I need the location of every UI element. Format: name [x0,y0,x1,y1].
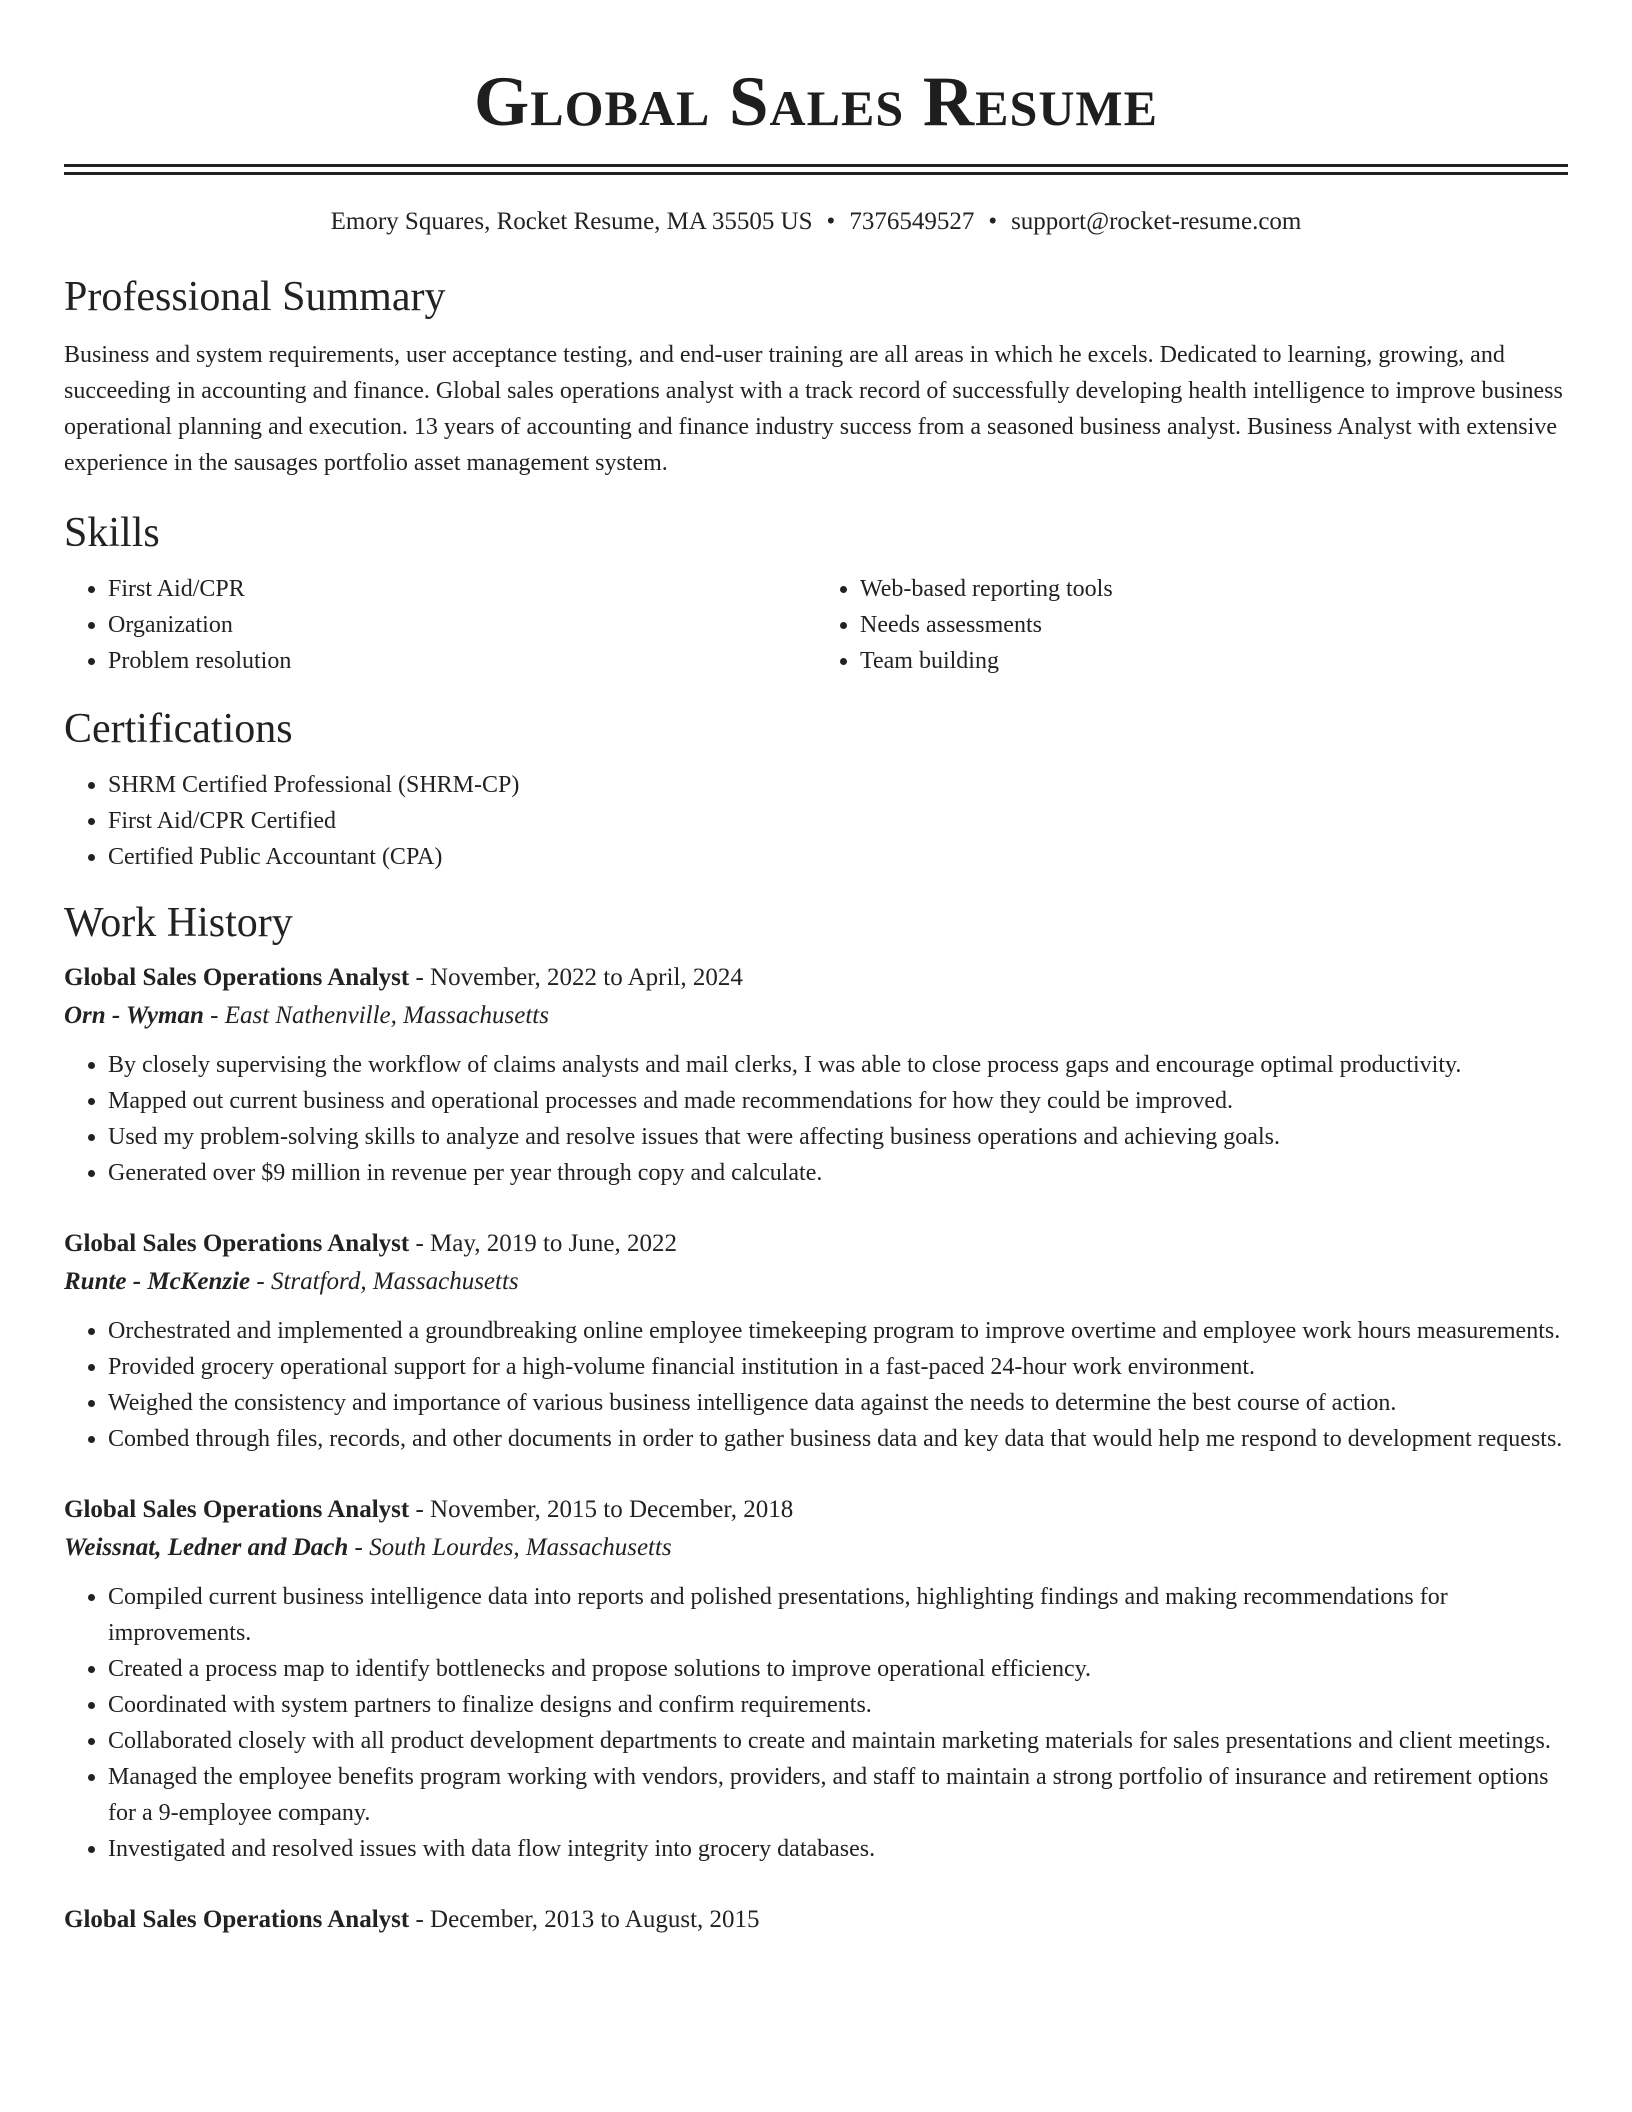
job-dash: - [409,1906,431,1933]
title-double-rule [64,164,1568,175]
job-location: South Lourdes, Massachusetts [369,1534,672,1561]
job-bullet: • Collaborated closely with all product development departments to create and maintain marketing materials for sales presentations and client meetings. [108,1723,1568,1759]
skills-section [64,507,1568,679]
skill-item: • Needs assessments [860,607,1568,643]
job-dates: November, 2022 to April, 2024 [430,964,743,991]
job-role: Global Sales Operations Analyst [64,964,410,991]
job-title-line [64,1225,1568,1263]
skills-column-2 [816,571,1568,679]
job-company: Orn - Wyman [64,1002,204,1029]
resume-page [64,0,1568,1939]
work-history-section [64,897,1568,1939]
job-bullet: • Combed through files, records, and other documents in order to gather business data and key data that would help me respond to development requests. [108,1421,1568,1457]
job-dash: - [203,1002,225,1029]
job-dash: - [348,1534,370,1561]
certifications-heading: Certifications [64,706,293,752]
job-title-line [64,1491,1568,1529]
job-dash: - [409,1230,431,1257]
job-bullet: • Orchestrated and implemented a groundbreaking online employee timekeeping program to improve overtime and employee work hours measurements. [108,1313,1568,1349]
certifications-section [64,703,1568,875]
contact-separator: • [826,208,836,235]
resume-title: Global Sales Resume [474,63,1158,141]
contact-line [64,205,1568,239]
job-bullet: • Created a process map to identify bottlenecks and propose solutions to improve operational efficiency. [108,1651,1568,1687]
job-dates: May, 2019 to June, 2022 [430,1230,678,1257]
skill-item: • Organization [108,607,816,643]
contact-address: Emory Squares, Rocket Resume, MA 35505 US [330,208,813,235]
job-bullets [64,1047,1568,1191]
job-bullet: • Mapped out current business and operational processes and made recommendations for how they could be improved. [108,1083,1568,1119]
job-bullet: • Compiled current business intelligence data into reports and polished presentations, highlighting findings and making recommendations for improvements. [108,1579,1568,1651]
job-dates: November, 2015 to December, 2018 [430,1496,794,1523]
job-entry [64,1225,1568,1457]
job-dash: - [250,1268,271,1295]
job-bullets [64,1313,1568,1457]
job-company-line [64,997,1568,1035]
certification-item: • SHRM Certified Professional (SHRM-CP) [108,767,1568,803]
job-location: Stratford, Massachusetts [270,1268,519,1295]
job-dash: - [409,964,431,991]
job-bullet: • Investigated and resolved issues with data flow integrity into grocery databases. [108,1831,1568,1867]
skill-item: • Problem resolution [108,643,816,679]
job-bullet: • By closely supervising the workflow of claims analysts and mail clerks, I was able to close process gaps and encourage optimal productivity. [108,1047,1568,1083]
skill-item: • First Aid/CPR [108,571,816,607]
job-company-line [64,1529,1568,1567]
skill-item: • Team building [860,643,1568,679]
job-entry [64,959,1568,1191]
skill-item: • Web-based reporting tools [860,571,1568,607]
contact-email: support@rocket-resume.com [1011,208,1302,235]
summary-text: Business and system requirements, user acceptance testing, and end-user training are all areas in which he excels. Dedicated to learning, growing, and succeeding in accounting and finance. Global sales operations analyst with a track record of successfully developing health intelligence to improve business operational planning and execution. 13 years of accounting and finance industry success from a seasoned business analyst. Business Analyst with extensive experience in the sausages portfolio asset management system. [64,342,1563,476]
job-bullet: • Coordinated with system partners to finalize designs and confirm requirements. [108,1687,1568,1723]
skills-column-1 [64,571,816,679]
job-title-line [64,1901,1568,1939]
job-dash: - [409,1496,431,1523]
certification-item: • First Aid/CPR Certified [108,803,1568,839]
job-entry [64,1901,1568,1939]
skills-grid [64,571,1568,679]
job-role: Global Sales Operations Analyst [64,1230,410,1257]
job-bullet: • Weighed the consistency and importance of various business intelligence data against the needs to determine the best course of action. [108,1385,1568,1421]
job-company-line [64,1263,1568,1301]
job-location: East Nathenville, Massachusetts [224,1002,549,1029]
job-company: Weissnat, Ledner and Dach [64,1534,349,1561]
contact-phone: 7376549527 [849,208,975,235]
job-bullet: • Provided grocery operational support for a high-volume financial institution in a fast-paced 24-hour work environment. [108,1349,1568,1385]
job-bullet: • Generated over $9 million in revenue per year through copy and calculate. [108,1155,1568,1191]
certification-item: • Certified Public Accountant (CPA) [108,839,1568,875]
summary-section [64,271,1568,481]
summary-heading: Professional Summary [64,274,446,320]
job-bullet: • Managed the employee benefits program working with vendors, providers, and staff to maintain a strong portfolio of insurance and retirement options for a 9-employee company. [108,1759,1568,1831]
contact-separator: • [988,208,998,235]
job-role: Global Sales Operations Analyst [64,1906,410,1933]
job-dates: December, 2013 to August, 2015 [430,1906,760,1933]
certifications-list [64,767,1568,875]
work-history-heading: Work History [64,900,293,946]
skills-heading: Skills [64,510,160,556]
job-company: Runte - McKenzie [64,1268,251,1295]
job-entry [64,1491,1568,1867]
job-bullet: • Used my problem-solving skills to analyze and resolve issues that were affecting business operations and achieving goals. [108,1119,1568,1155]
job-title-line [64,959,1568,997]
job-role: Global Sales Operations Analyst [64,1496,410,1523]
job-bullets [64,1579,1568,1867]
